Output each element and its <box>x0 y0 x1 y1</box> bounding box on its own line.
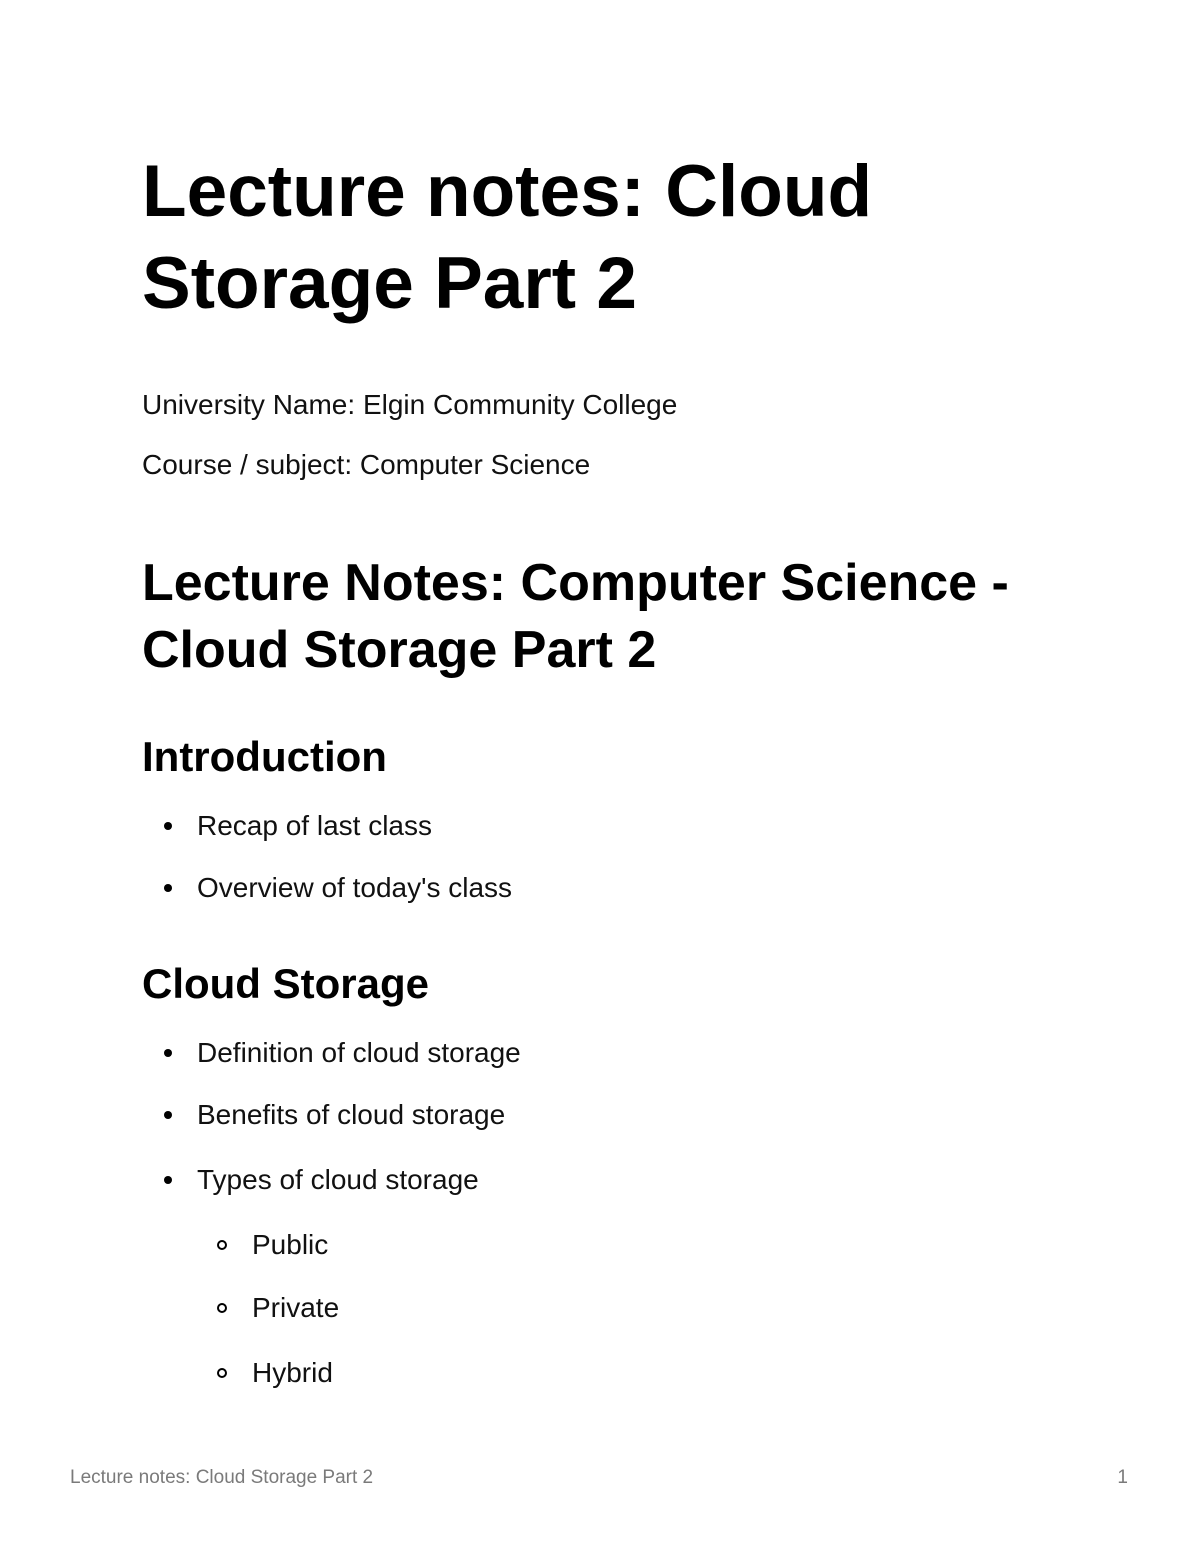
list-item-text: Recap of last class <box>197 810 432 841</box>
hollow-bullet-icon <box>217 1303 227 1313</box>
hollow-bullet-icon <box>217 1240 227 1250</box>
sub-list-item-text: Private <box>252 1292 340 1323</box>
list-item-text: Definition of cloud storage <box>197 1037 521 1068</box>
list-item-text: Benefits of cloud storage <box>197 1099 506 1130</box>
bullet-icon <box>164 822 172 830</box>
bullet-icon <box>164 1111 172 1119</box>
course-subject: Course / subject: Computer Science <box>142 449 591 480</box>
bullet-icon <box>164 884 172 892</box>
list-item-text: Types of cloud storage <box>197 1164 479 1195</box>
bullet-icon <box>164 1176 172 1184</box>
list-item-text: Overview of today's class <box>197 872 513 903</box>
lecture-heading: Lecture Notes: Computer Science - Cloud Storage Part 2 <box>142 554 1009 679</box>
sub-list-item-text: Public <box>252 1229 329 1260</box>
sub-list-item-text: Hybrid <box>252 1357 333 1388</box>
section-heading-cloud-storage: Cloud Storage <box>142 960 430 1007</box>
document-title: Lecture notes: Cloud Storage Part 2 <box>142 151 873 324</box>
section-heading-introduction: Introduction <box>142 733 387 780</box>
hollow-bullet-icon <box>217 1368 227 1378</box>
university-name: University Name: Elgin Community College <box>142 389 678 420</box>
footer-title: Lecture notes: Cloud Storage Part 2 <box>70 1467 374 1488</box>
page-number: 1 <box>1117 1467 1128 1488</box>
bullet-icon <box>164 1049 172 1057</box>
